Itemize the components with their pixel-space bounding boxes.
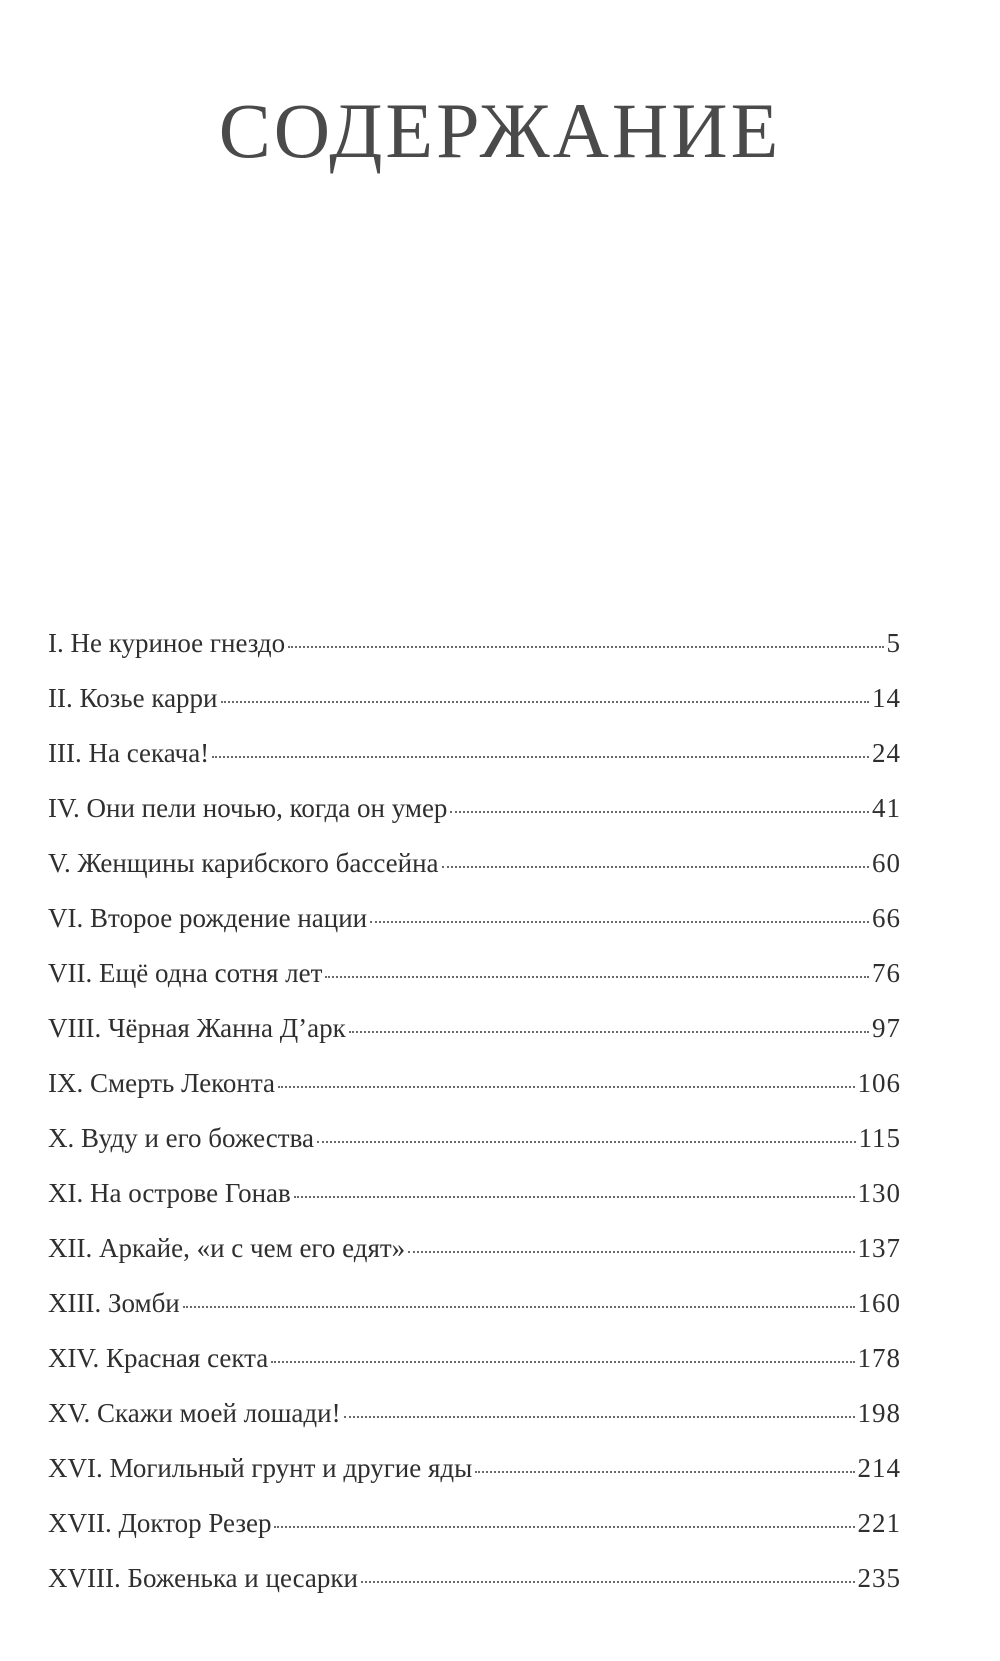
toc-entry-page: 60 <box>872 848 901 878</box>
toc-entry-page: 235 <box>857 1563 901 1593</box>
toc-entry-title: XIV. Красная секта <box>48 1343 269 1373</box>
dot-leader <box>361 1580 855 1583</box>
toc-entry[interactable] <box>48 1496 901 1551</box>
toc-entry[interactable] <box>48 1331 901 1386</box>
toc-entry-title: XII. Аркайе, «и с чем его едят» <box>48 1233 406 1263</box>
dot-leader <box>278 1085 855 1088</box>
dot-leader <box>274 1525 854 1528</box>
dot-leader <box>408 1250 854 1253</box>
toc-entry[interactable] <box>48 1441 901 1496</box>
toc-entry-page: 160 <box>857 1288 901 1318</box>
dot-leader <box>349 1030 869 1033</box>
toc-entry-title: VI. Второе рождение нации <box>48 903 368 933</box>
dot-leader <box>271 1360 854 1363</box>
toc-entry-page: 5 <box>886 628 901 658</box>
toc-entry-page: 130 <box>857 1178 901 1208</box>
toc-entry-page: 106 <box>857 1068 901 1098</box>
toc-entry[interactable] <box>48 1551 901 1606</box>
toc-entry[interactable] <box>48 781 901 836</box>
toc-entry-page: 76 <box>872 958 901 988</box>
dot-leader <box>442 865 870 868</box>
toc-entry-page: 97 <box>872 1013 901 1043</box>
dot-leader <box>325 975 869 978</box>
toc-entry-title: V. Женщины карибского бассейна <box>48 848 439 878</box>
toc-entry[interactable] <box>48 1056 901 1111</box>
dot-leader <box>294 1195 855 1198</box>
dot-leader <box>212 755 869 758</box>
dot-leader <box>475 1470 854 1473</box>
dot-leader <box>450 810 869 813</box>
toc-entry-title: II. Козье карри <box>48 683 218 713</box>
toc-entry-title: XVIII. Боженька и цесарки <box>48 1563 358 1593</box>
toc-entry-page: 137 <box>857 1233 901 1263</box>
toc-entry[interactable] <box>48 1386 901 1441</box>
toc-entry[interactable] <box>48 946 901 1001</box>
page-title: СОДЕРЖАНИЕ <box>218 87 782 174</box>
toc-entry[interactable] <box>48 726 901 781</box>
toc-entry-title: XVII. Доктор Резер <box>48 1508 272 1538</box>
dot-leader <box>344 1415 855 1418</box>
dot-leader <box>183 1305 855 1308</box>
toc-entry-page: 214 <box>857 1453 901 1483</box>
toc-entry-title: IV. Они пели ночью, когда он умер <box>48 793 448 823</box>
toc-entry[interactable] <box>48 1001 901 1056</box>
toc-entry-page: 41 <box>872 793 901 823</box>
toc-entry-title: X. Вуду и его божества <box>48 1123 314 1153</box>
toc-entry-title: XVI. Могильный грунт и другие яды <box>48 1453 473 1483</box>
toc-entry[interactable] <box>48 616 901 671</box>
toc-entry[interactable] <box>48 1276 901 1331</box>
toc-entry-title: IX. Смерть Леконта <box>48 1068 275 1098</box>
dot-leader <box>288 645 883 648</box>
toc-entry-title: XIII. Зомби <box>48 1288 180 1318</box>
toc-entry[interactable] <box>48 891 901 946</box>
dot-leader <box>221 700 869 703</box>
toc-entry-page: 66 <box>872 903 901 933</box>
toc-entry-page: 115 <box>858 1123 901 1153</box>
table-of-contents <box>48 616 901 1606</box>
toc-entry[interactable] <box>48 836 901 891</box>
toc-entry-page: 198 <box>857 1398 901 1428</box>
toc-entry-page: 221 <box>857 1508 901 1538</box>
toc-entry-title: XI. На острове Гонав <box>48 1178 291 1208</box>
toc-entry-page: 178 <box>857 1343 901 1373</box>
toc-entry-page: 14 <box>872 683 901 713</box>
toc-entry-page: 24 <box>872 738 901 768</box>
toc-entry[interactable] <box>48 1166 901 1221</box>
toc-entry-title: I. Не куриное гнездо <box>48 628 286 658</box>
toc-entry[interactable] <box>48 671 901 726</box>
toc-entry[interactable] <box>48 1111 901 1166</box>
dot-leader <box>370 920 869 923</box>
toc-entry[interactable] <box>48 1221 901 1276</box>
toc-entry-title: XV. Скажи моей лошади! <box>48 1398 341 1428</box>
dot-leader <box>317 1140 856 1143</box>
toc-entry-title: III. На секача! <box>48 738 210 768</box>
toc-entry-title: VII. Ещё одна сотня лет <box>48 958 323 988</box>
toc-entry-title: VIII. Чёрная Жанна Д’арк <box>48 1013 346 1043</box>
